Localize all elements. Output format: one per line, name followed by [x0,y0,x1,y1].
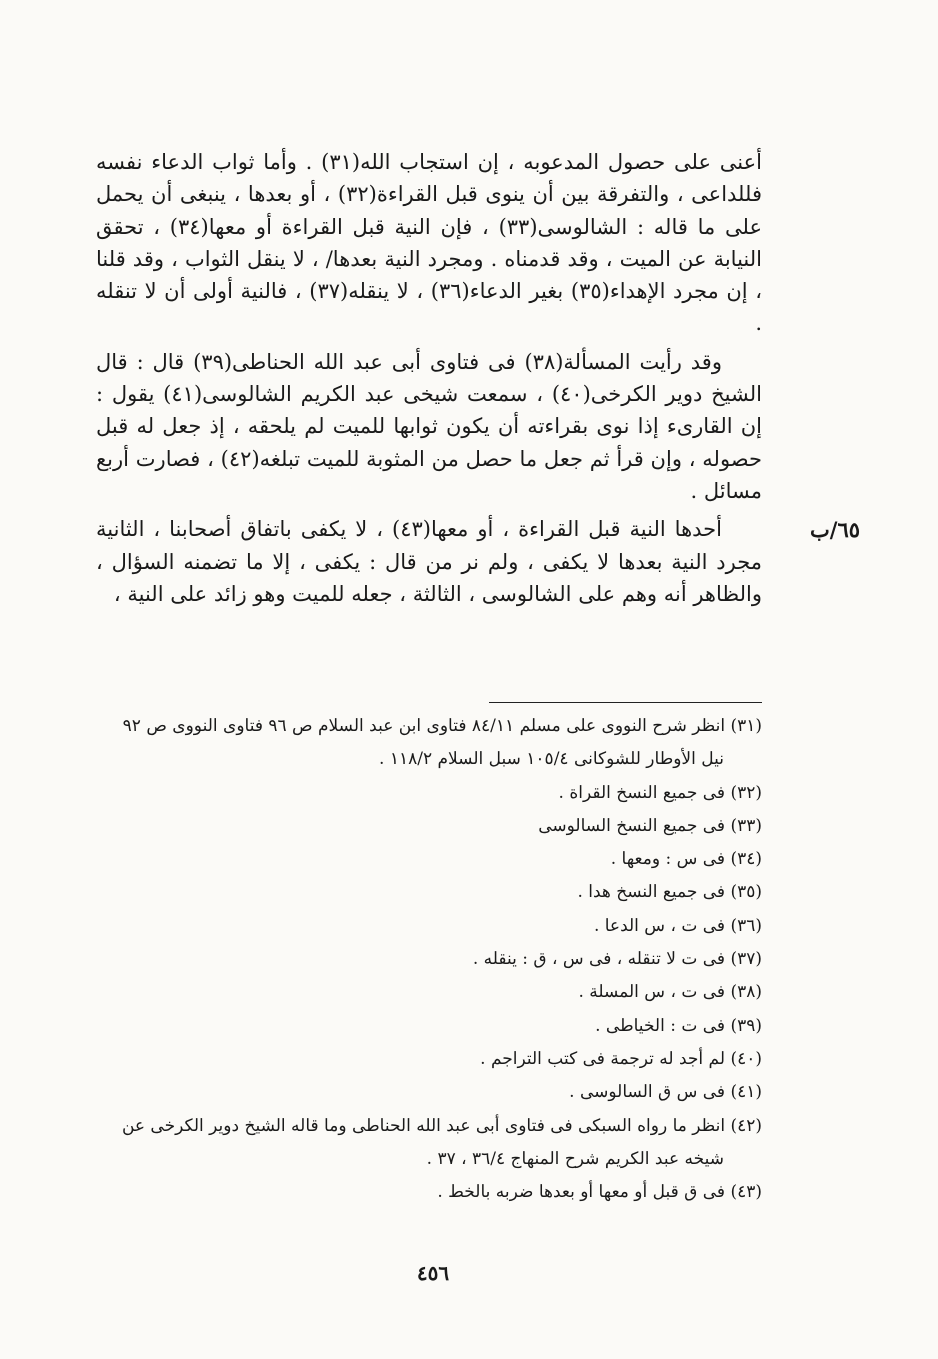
footnote-42: (٤٢) انظر ما رواه السبكى فى فتاوى أبى عبد الله الحناطى وما قاله الشيخ دوير الكرخى عن شيخه عبد الكريم شرح المنهاج ٣٦/٤ ، ٣٧ . [121,1115,762,1169]
footnote-35: (٣٥) فى جميع النسخ هدا . [577,882,762,903]
footnote-33: (٣٣) فى جميع النسخ السالوسى [538,815,762,836]
main-text [96,146,762,610]
footnote-31: (٣١) انظر شرح النووى على مسلم ٨٤/١١ فتاوى ابن عبد السلام ص ٩٦ فتاوى النووى ص ٩٢ نيل الأوطار للشوكانى ١٠٥/٤ سبل السلام ١١٨/٢ . [122,716,762,770]
page-number: ٤٥٦ [416,1261,450,1285]
footnote-41: (٤١) فى س ق السالوسى . [569,1082,762,1103]
footnote-39: (٣٩) فى ت : الخياطى . [595,1015,762,1036]
paragraph-1: أعنى على حصول المدعوبه ، إن استجاب الله(٣١) . وأما ثواب الدعاء نفسه فللداعى ، والتفرقة بين أن ينوى قبل القراءة(٣٢) ، أو بعدها ، ينبغى أن يحمل على ما قاله : الشالوسى(٣٣) ، فإن النية قبل القراءة أو معها(٣٤) ، تحقق النيابة عن الميت ، وقد قدمناه . ومجرد النية بعدها/ ، لا ينقل الثواب ، وقد قلنا ، إن مجرد الإهداء(٣٥) بغير الدعاء(٣٦) ، لا ينقله(٣٧) ، فالنية أولى أن لا تنقله . [96,150,763,336]
footnote-34: (٣٤) فى س : ومعها . [610,849,762,870]
footnote-40: (٤٠) لم أجد له ترجمة فى كتب التراجم . [480,1048,762,1069]
footnotes [96,710,762,1209]
footnote-43: (٤٣) فى ق قبل أو معها أو بعدها ضربه بالخط . [437,1182,762,1203]
footnote-38: (٣٨) فى ت ، س المسلة . [578,982,762,1003]
paragraph-2: وقد رأيت المسألة(٣٨) فى فتاوى أبى عبد الله الحناطى(٣٩) قال : قال الشيخ دوير الكرخى(٤٠) ، سمعت شيخى عبد الكريم الشالوسى(٤١) يقول : إن القارىء إذا نوى بقراءته أن يكون ثوابها للميت لم يلحقه ، إذ جعل له قبل حصوله ، وإن قرأ ثم جعل ما حصل من المثوبة للميت تبلغه(٤٢) ، فصارت أربع مسائل . [96,349,762,503]
footnote-36: (٣٦) فى ت ، س الدعا . [593,915,762,936]
footnote-32: (٣٢) فى جميع النسخ القراة . [558,782,762,803]
footnote-37: (٣٧) فى ت لا تنقله ، فى س ، ق : ينقله . [472,949,762,970]
footnote-separator [489,702,762,703]
folio-marginal-note: ٦٥/ب [809,517,860,542]
paragraph-3: أحدها النية قبل القراءة ، أو معها(٤٣) ، لا يكفى باتفاق أصحابنا ، الثانية مجرد النية بعدها لا يكفى ، ولم نر من قال : يكفى ، إلا ما تضمنه السؤال ، والظاهر أنه وهم على الشالوسى ، الثالثة ، جعله للميت وهو زائد على النية ، [96,517,762,606]
